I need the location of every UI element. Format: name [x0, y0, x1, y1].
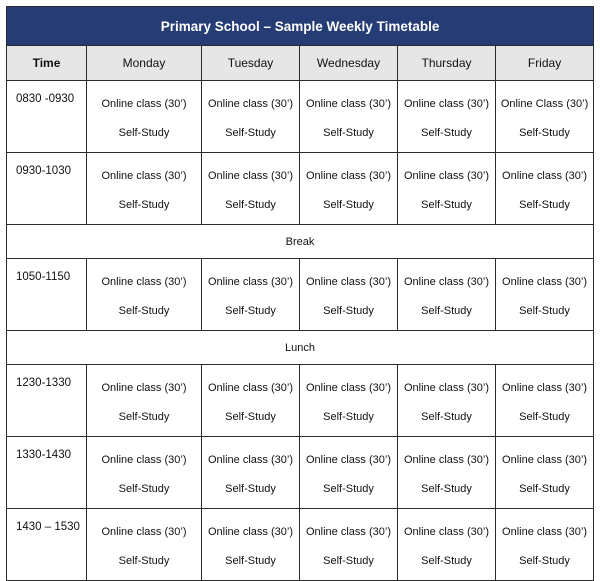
timetable-body	[7, 81, 594, 581]
activity-self-study: Self-Study	[323, 304, 374, 317]
activity-online-class: Online class (30’)	[208, 169, 293, 182]
activity-online-class: Online class (30’)	[101, 381, 187, 394]
activity-self-study: Self-Study	[225, 198, 276, 211]
activity-online-class: Online class (30’)	[101, 169, 187, 182]
schedule-cell	[87, 509, 202, 581]
activity-self-study: Self-Study	[118, 304, 170, 317]
activity-self-study: Self-Study	[225, 410, 276, 423]
activity-self-study: Self-Study	[118, 126, 170, 139]
activity-online-class: Online class (30’)	[306, 275, 391, 288]
activity-online-class: Online class (30’)	[208, 381, 293, 394]
schedule-cell	[202, 509, 300, 581]
break-row	[7, 331, 594, 365]
header-tuesday: Tuesday	[202, 46, 300, 81]
activity-online-class: Online class (30’)	[208, 97, 293, 110]
schedule-cell	[496, 365, 594, 437]
activity-self-study: Self-Study	[421, 198, 472, 211]
activity-online-class: Online class (30’)	[208, 275, 293, 288]
activity-self-study: Self-Study	[225, 304, 276, 317]
time-cell: 1050-1150	[7, 259, 87, 331]
activity-self-study: Self-Study	[323, 126, 374, 139]
schedule-cell	[496, 81, 594, 153]
schedule-cell	[300, 153, 398, 225]
time-cell: 1230-1330	[7, 365, 87, 437]
activity-online-class: Online class (30’)	[208, 525, 293, 538]
activity-self-study: Self-Study	[323, 482, 374, 495]
activity-online-class: Online class (30’)	[404, 453, 489, 466]
schedule-cell	[202, 437, 300, 509]
schedule-cell	[87, 437, 202, 509]
schedule-cell	[398, 365, 496, 437]
schedule-cell	[496, 153, 594, 225]
activity-self-study: Self-Study	[421, 126, 472, 139]
activity-self-study: Self-Study	[323, 198, 374, 211]
activity-online-class: Online class (30’)	[404, 525, 489, 538]
schedule-cell	[398, 437, 496, 509]
activity-online-class: Online class (30’)	[101, 275, 187, 288]
time-cell: 0830 -0930	[7, 81, 87, 153]
activity-self-study: Self-Study	[519, 410, 570, 423]
time-slot-row	[7, 365, 594, 437]
break-label: Break	[7, 225, 594, 259]
schedule-cell	[87, 153, 202, 225]
header-wednesday: Wednesday	[300, 46, 398, 81]
title-row	[7, 7, 594, 46]
activity-online-class: Online class (30’)	[502, 275, 588, 288]
time-slot-row	[7, 153, 594, 225]
activity-online-class: Online class (30’)	[101, 525, 187, 538]
activity-online-class: Online class (30’)	[502, 525, 588, 538]
time-slot-row	[7, 259, 594, 331]
activity-online-class: Online class (30’)	[502, 453, 588, 466]
schedule-cell	[300, 259, 398, 331]
activity-self-study: Self-Study	[421, 304, 472, 317]
schedule-cell	[202, 259, 300, 331]
time-cell: 1430 – 1530	[7, 509, 87, 581]
schedule-cell	[300, 509, 398, 581]
schedule-cell	[398, 153, 496, 225]
activity-self-study: Self-Study	[519, 126, 570, 139]
activity-online-class: Online class (30’)	[306, 453, 391, 466]
schedule-cell	[300, 437, 398, 509]
activity-online-class: Online class (30’)	[208, 453, 293, 466]
schedule-cell	[398, 259, 496, 331]
activity-online-class: Online class (30’)	[306, 525, 391, 538]
activity-online-class: Online class (30’)	[404, 275, 489, 288]
activity-self-study: Self-Study	[421, 410, 472, 423]
timetable-document	[6, 6, 593, 567]
activity-self-study: Self-Study	[118, 554, 170, 567]
activity-self-study: Self-Study	[519, 198, 570, 211]
activity-self-study: Self-Study	[519, 304, 570, 317]
schedule-cell	[87, 81, 202, 153]
schedule-cell	[300, 365, 398, 437]
activity-online-class: Online class (30’)	[404, 381, 489, 394]
header-monday: Monday	[87, 46, 202, 81]
timetable	[6, 6, 594, 581]
schedule-cell	[496, 259, 594, 331]
header-friday: Friday	[496, 46, 594, 81]
time-cell: 0930-1030	[7, 153, 87, 225]
schedule-cell	[496, 509, 594, 581]
activity-self-study: Self-Study	[225, 482, 276, 495]
time-slot-row	[7, 81, 594, 153]
activity-self-study: Self-Study	[323, 410, 374, 423]
header-thursday: Thursday	[398, 46, 496, 81]
activity-self-study: Self-Study	[519, 482, 570, 495]
activity-online-class: Online class (30’)	[306, 169, 391, 182]
activity-online-class: Online class (30’)	[404, 97, 489, 110]
time-slot-row	[7, 509, 594, 581]
activity-self-study: Self-Study	[323, 554, 374, 567]
schedule-cell	[87, 259, 202, 331]
schedule-cell	[202, 153, 300, 225]
schedule-cell	[496, 437, 594, 509]
schedule-cell	[398, 509, 496, 581]
header-time: Time	[7, 46, 87, 81]
time-cell: 1330-1430	[7, 437, 87, 509]
schedule-cell	[202, 81, 300, 153]
activity-self-study: Self-Study	[519, 554, 570, 567]
activity-self-study: Self-Study	[421, 482, 472, 495]
activity-online-class: Online class (30’)	[101, 97, 187, 110]
activity-online-class: Online class (30’)	[502, 381, 588, 394]
activity-self-study: Self-Study	[118, 410, 170, 423]
break-row	[7, 225, 594, 259]
activity-self-study: Self-Study	[225, 554, 276, 567]
activity-self-study: Self-Study	[225, 126, 276, 139]
activity-self-study: Self-Study	[118, 482, 170, 495]
timetable-title: Primary School – Sample Weekly Timetable	[7, 7, 594, 46]
activity-online-class: Online class (30’)	[306, 97, 391, 110]
activity-self-study: Self-Study	[421, 554, 472, 567]
activity-online-class: Online class (30’)	[306, 381, 391, 394]
activity-online-class: Online class (30’)	[404, 169, 489, 182]
activity-online-class: Online Class (30’)	[500, 97, 589, 110]
schedule-cell	[202, 365, 300, 437]
schedule-cell	[87, 365, 202, 437]
schedule-cell	[300, 81, 398, 153]
activity-online-class: Online class (30’)	[101, 453, 187, 466]
schedule-cell	[398, 81, 496, 153]
time-slot-row	[7, 437, 594, 509]
header-row	[7, 46, 594, 81]
break-label: Lunch	[7, 331, 594, 365]
activity-self-study: Self-Study	[118, 198, 170, 211]
activity-online-class: Online class (30’)	[502, 169, 588, 182]
